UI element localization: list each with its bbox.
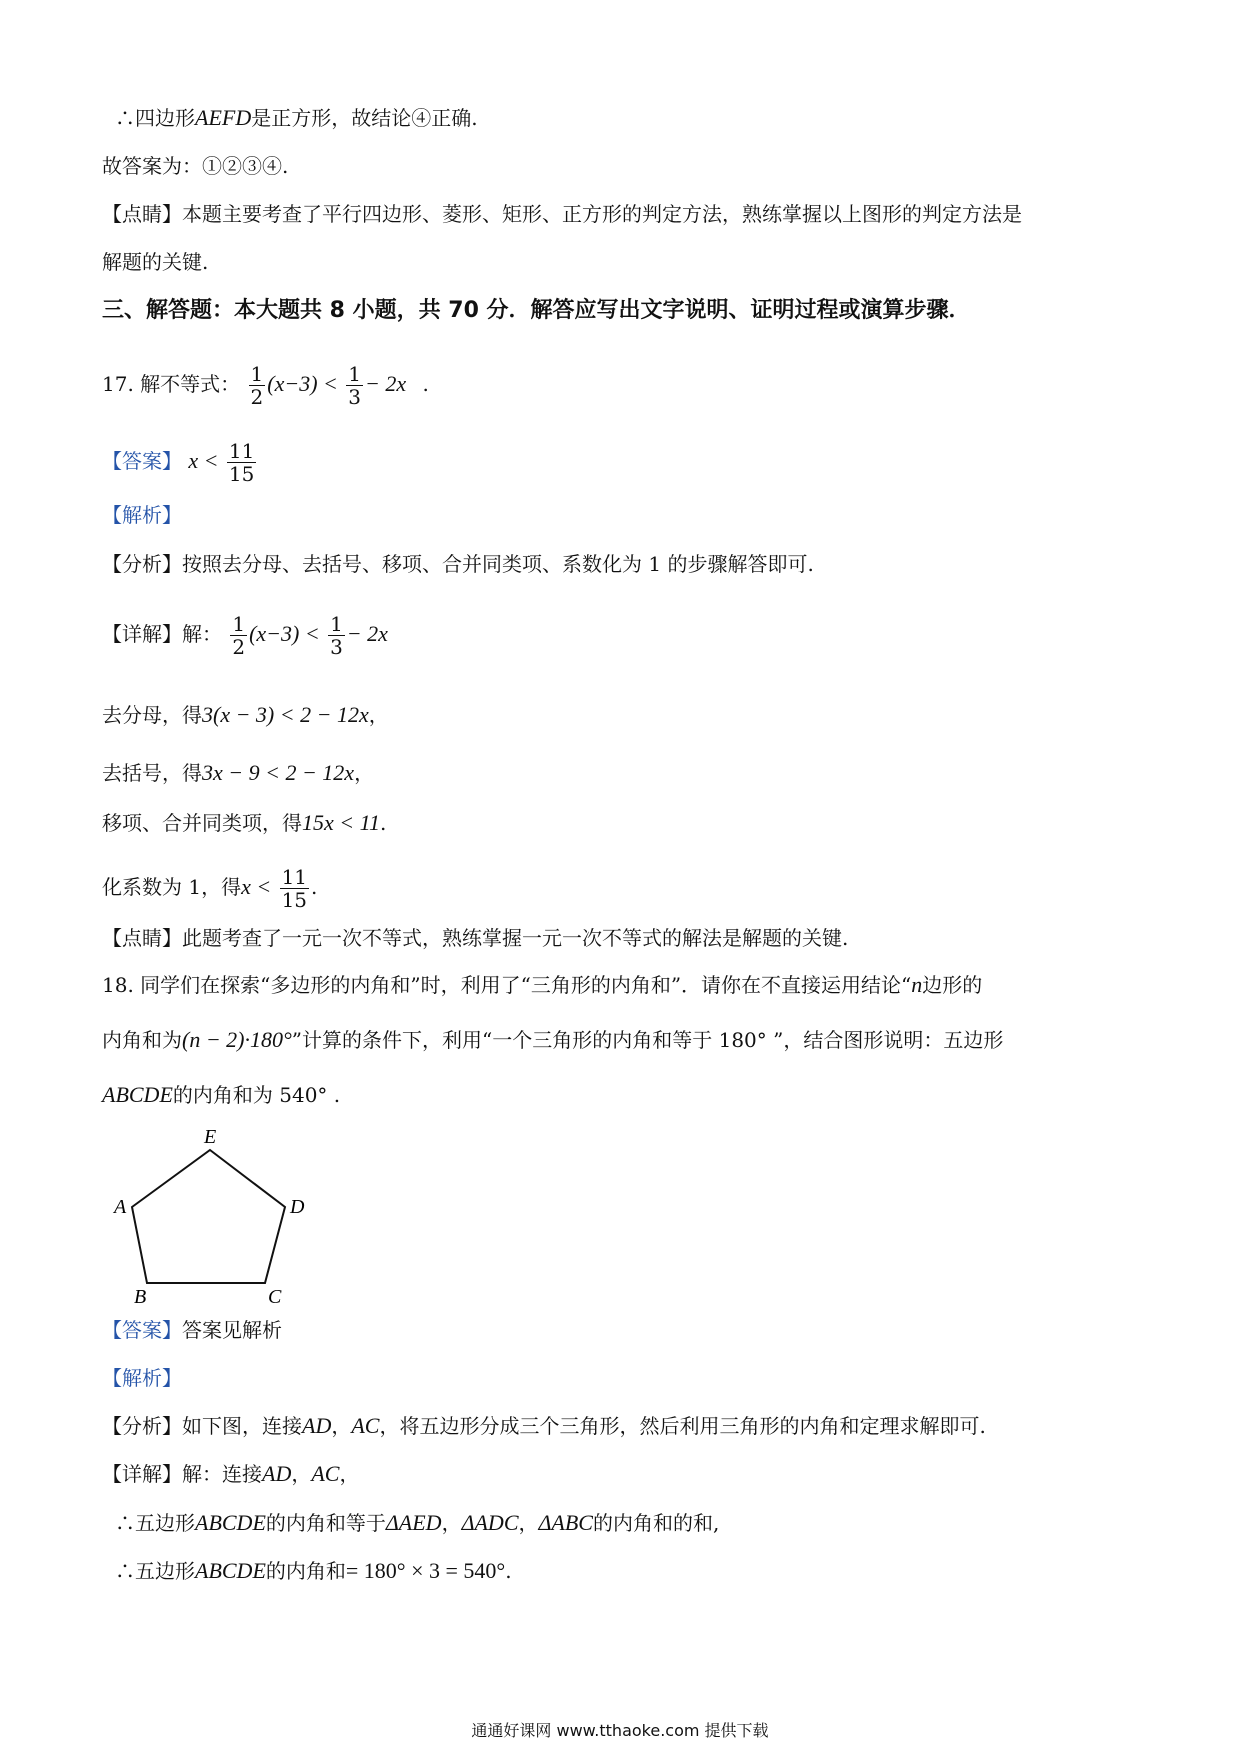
fraction-1-2: $\frac{1}{2}$ <box>250 362 264 409</box>
math: − 2x <box>364 371 407 396</box>
pentagon-abcde <box>132 1150 285 1283</box>
dianjing-17: 【点睛】此题考查了一元一次不等式，熟练掌握一元一次不等式的解法是解题的关键. <box>102 926 849 950</box>
fraction-1-3: $\frac{1}{3}$ <box>330 612 343 659</box>
step-3: 移项、合并同类项，得15x < 11. <box>102 810 387 835</box>
question-18-line3: ABCDE的内角和为 540° . <box>102 1082 341 1107</box>
vertex-label-e: E <box>204 1126 217 1148</box>
conclusion-1: ∴五边形ABCDE的内角和等于ΔAED，ΔADC，ΔABC的内角和的和, <box>115 1510 720 1535</box>
xiangjie-18: 【详解】解：连接AD，AC， <box>102 1461 360 1486</box>
fraction-1-2: $\frac{1}{2}$ <box>232 612 246 659</box>
page-footer: 通通好课网 www.tthaoke.com 提供下载 <box>471 1721 769 1740</box>
step-2: 去括号，得3x − 9 < 2 − 12x， <box>102 760 375 785</box>
text: 本题主要考查了平行四边形、菱形、矩形、正方形的判定方法，熟练掌握以上图形的判定方法是 <box>182 202 1022 226</box>
dianjing-paragraph <box>102 199 1022 229</box>
vertex-label-a: A <box>114 1196 127 1218</box>
text: 是正方形，故结论④正确. <box>251 106 478 130</box>
answer-tag: 【答案】 <box>102 449 182 473</box>
math: x < <box>188 448 219 473</box>
conclusion-2: ∴五边形ABCDE的内角和= 180° × 3 = 540°. <box>115 1558 512 1583</box>
question-stem: 17. 解不等式： <box>102 372 241 396</box>
xiangjie-17: 【详解】解： $\frac{1}{2}$ (x−3) < $\frac{1}{3}$ − 2x <box>102 612 388 659</box>
jiexi-tag: 【解析】 <box>102 503 182 527</box>
fraction-11-15: $\frac{11}{15}$ <box>228 439 255 486</box>
fenxi-18: 【分析】如下图，连接AD，AC，将五边形分成三个三角形，然后利用三角形的内角和定理求解即可. <box>102 1413 986 1438</box>
dianjing-tag: 【点睛】 <box>102 202 182 226</box>
vertex-label-b: B <box>134 1286 147 1308</box>
text: ∴四边形 <box>115 106 195 130</box>
text-line <box>115 103 478 133</box>
question-18-line2: 内角和为(n − 2)·180°”计算的条件下，利用“一个三角形的内角和等于 180° ”，结合图形说明：五边形 <box>102 1027 1004 1052</box>
math: AEFD <box>195 105 252 130</box>
fraction-11-15: $\frac{11}{15}$ <box>281 865 308 912</box>
vertex-label-c: C <box>268 1286 282 1308</box>
vertex-label-d: D <box>290 1196 305 1218</box>
math: (x−3) < <box>267 371 338 396</box>
question-17: 17. 解不等式： $\frac{1}{2}$ (x−3) < $\frac{1}{3}$ − 2x . <box>102 362 429 409</box>
fenxi-17: 【分析】按照去分母、去括号、移项、合并同类项、系数化为 1 的步骤解答即可. <box>102 552 814 576</box>
section-heading: 三、解答题：本大题共 8 小题，共 70 分．解答应写出文字说明、证明过程或演算步骤． <box>102 298 971 323</box>
jiexi-tag: 【解析】 <box>102 1366 182 1390</box>
text: 解题的关键. <box>102 250 209 274</box>
answer-18: 【答案】答案见解析 <box>102 1318 282 1342</box>
answer-line: 故答案为：①②③④. <box>102 154 289 178</box>
answer-17 <box>102 440 258 485</box>
step-1: 去分母，得3(x − 3) < 2 − 12x， <box>102 702 389 727</box>
pentagon-figure <box>110 1125 320 1315</box>
question-18-line1: 18. 同学们在探索“多边形的内角和”时，利用了“三角形的内角和”．请你在不直接运用结论“n边形的 <box>102 972 983 997</box>
fraction-1-3: $\frac{1}{3}$ <box>348 362 361 409</box>
step-4: 化系数为 1，得x < $\frac{11}{15}$ . <box>102 865 318 912</box>
